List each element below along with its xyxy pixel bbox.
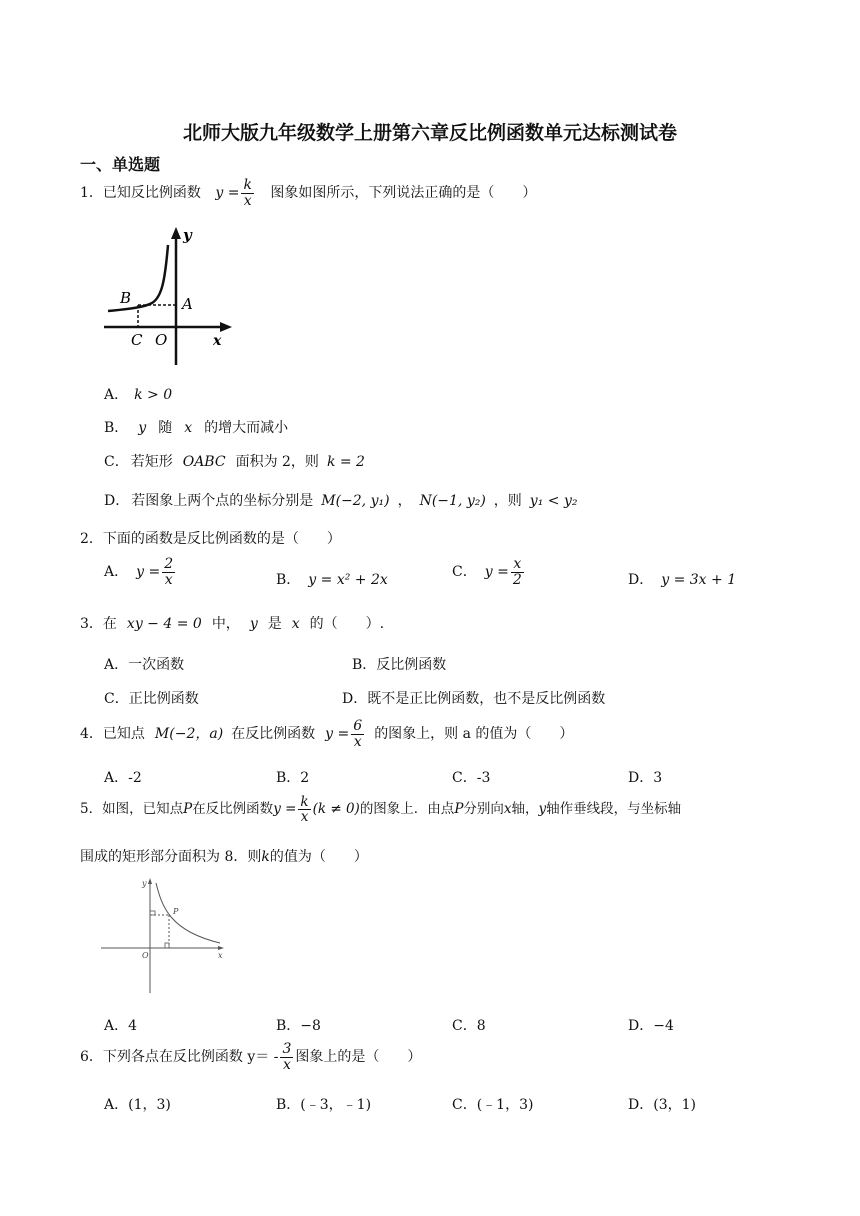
q1-fraction-numerator: k [243,177,252,193]
q2-option-d[interactable] [628,569,736,589]
fraction-denominator: 2 [512,571,522,588]
q4-function-lhs: y = [325,726,350,743]
q3-option-c[interactable] [104,688,199,708]
option-text: −8 [300,1018,321,1034]
q5-function-fraction [298,795,310,824]
q5-option-d[interactable] [628,1015,674,1035]
option-text: 的增大而减小 [204,420,289,436]
q5-x-arrow [218,946,224,950]
q5-y-arrow [148,878,152,884]
option-text: 若图象上两个点的坐标分别是 [131,493,314,509]
option-text: −4 [653,1018,674,1034]
option-letter: A． [104,657,129,673]
option-letter: D． [628,1097,654,1113]
option-text: (﹣3，﹣1) [300,1097,372,1113]
q5-function-lhs: y = [273,801,297,818]
q5-var: P [454,801,464,818]
q5-text: 5．如图，已知点 [80,801,184,818]
q4-option-d[interactable] [628,767,662,787]
q1-function-fraction [241,178,253,208]
option-letter: C． [452,770,477,786]
option-math: y = [136,564,161,581]
q1-suffix: 图象如图所示，下列说法正确的是（ ） [270,185,537,202]
section-heading: 一、单选题 [80,155,161,174]
q1-fraction-denominator: x [243,192,252,209]
q5-label-P: P [173,907,179,916]
q3-text: 3．在 [80,616,117,632]
option-text: ，则 [493,493,522,509]
q3-option-d[interactable] [342,688,605,708]
option-letter: C． [452,1097,477,1113]
fraction-numerator: 2 [164,556,174,572]
option-letter: A． [104,1018,129,1034]
q1-option-a[interactable] [104,384,172,404]
q5-right-angle-mark [150,911,155,915]
q5-right-angle-mark [165,943,169,948]
q1-label-O: O [155,331,168,349]
option-text: 随 [158,420,173,436]
q3-option-a[interactable] [104,654,184,674]
fraction-numerator: k [300,794,309,810]
option-math: N(−1, y₂) [419,493,486,509]
option-letter: C． [452,564,477,581]
option-letter: A． [104,564,129,581]
option-letter: B． [276,572,301,588]
page-title: 北师大版九年级数学上册第六章反比例函数单元达标测试卷 [182,122,677,144]
q4-text: 的图象上，则 a 的值为（ ） [374,726,574,743]
option-fraction [511,557,524,587]
option-letter: C． [104,454,129,470]
q5-label-x: x [218,951,223,960]
option-text: 正比例函数 [128,691,199,707]
option-letter: C． [104,691,129,707]
q6-option-b[interactable] [276,1094,371,1114]
option-text: (1，3) [128,1097,171,1113]
q1-option-d[interactable] [104,490,577,510]
q6-text: 6．下列各点在反比例函数 y＝ - [80,1049,279,1066]
option-math: k = 2 [326,454,365,470]
option-letter: B． [276,1018,301,1034]
option-var: x [184,420,193,436]
option-math: M(−2, y₁) [321,493,390,509]
q4-text: 在反比例函数 [231,726,316,743]
q1-label-B: B [120,289,132,307]
q3-text: 是 [267,616,282,632]
q1-option-b[interactable] [104,417,288,437]
option-text: 8 [476,1018,486,1034]
q1-label-A: A [182,295,193,313]
q3-option-b[interactable] [352,654,446,674]
q1-x-arrow [220,322,232,332]
q6-text: 图象上的是（ ） [295,1049,422,1066]
option-text: 2 [300,770,310,786]
q3-var: y [249,616,258,632]
option-letter: A． [104,387,129,403]
option-math: y = 3x + 1 [661,572,737,588]
q4-option-b[interactable] [276,767,309,787]
q5-graph [98,875,230,997]
q1-prefix: 1．已知反比例函数 [80,185,201,202]
q2-option-c[interactable] [452,557,526,587]
question-4-stem [80,719,573,749]
question-5-line-1 [80,795,681,824]
q1-hyperbola [108,245,168,311]
option-text: 4 [128,1018,138,1034]
q5-label-y: y [142,879,147,888]
option-text: 一次函数 [128,657,185,673]
option-text: 若矩形 [130,454,173,470]
q5-text: 的值为（ ） [269,849,368,865]
option-math: y₁ < y₂ [529,493,578,509]
option-letter: D． [342,691,368,707]
fraction-denominator: x [353,733,362,750]
option-letter: D． [628,1018,654,1034]
q6-function-fraction [280,1042,293,1072]
q5-text: 围成的矩形部分面积为 8．则 [80,849,262,865]
q5-label-O: O [142,951,149,960]
q5-option-c[interactable] [452,1015,486,1035]
fraction-numerator: 3 [282,1041,292,1057]
q3-equation: xy − 4 = 0 [126,616,202,632]
q4-point: M(−2，a) [154,726,224,743]
q3-text: 的（ ）. [309,616,385,632]
q5-text: 分别向 [463,801,504,818]
question-5-line-2 [80,846,368,866]
fraction-numerator: 6 [353,718,363,734]
option-math: y = x² + 2x [308,572,388,588]
option-text: 既不是正比例函数，也不是反比例函数 [367,691,606,707]
question-3-stem [80,613,384,633]
q4-option-c[interactable] [452,767,490,787]
option-text: -2 [128,770,142,786]
q1-y-arrow [171,227,181,239]
option-letter: A． [104,1097,129,1113]
q2-option-b[interactable] [276,569,388,589]
option-text: 反比例函数 [376,657,447,673]
option-letter: D． [628,572,654,588]
q5-var: x [503,801,512,818]
option-letter: D． [628,770,654,786]
q5-var: k [261,849,270,865]
q5-var: y [538,801,547,818]
option-text: ， [397,493,412,509]
q1-graph [100,225,235,370]
option-letter: B． [276,770,301,786]
q6-option-d[interactable] [628,1094,696,1114]
option-letter: B． [352,657,377,673]
q4-text: 4．已知点 [80,726,145,743]
q4-option-a[interactable] [104,767,142,787]
option-letter: D． [104,493,130,509]
option-text: k > 0 [134,387,173,403]
option-text: (﹣1，3) [476,1097,534,1113]
q6-option-a[interactable] [104,1094,171,1114]
option-text: (3，1) [653,1097,696,1113]
option-text: 面积为 2，则 [235,454,319,470]
q4-function-fraction [351,719,364,749]
option-var: y [138,420,147,436]
q3-var: x [291,616,300,632]
q1-function-lhs: y = [215,185,240,202]
q1-option-c[interactable] [104,451,365,471]
question-1-stem [80,178,536,208]
option-fraction [162,557,175,587]
q5-var: P [183,801,193,818]
option-letter: A． [104,770,129,786]
fraction-denominator: x [164,571,173,588]
q5-text: 的图象上．由点 [359,801,455,818]
q6-option-c[interactable] [452,1094,533,1114]
fraction-denominator: x [282,1056,291,1073]
q1-label-y: y [183,226,192,244]
q5-text: 在反比例函数 [192,801,274,818]
option-text: -3 [476,770,491,786]
q5-hyperbola [156,883,220,943]
fraction-denominator: x [300,809,309,826]
q3-text: 中， [211,616,240,632]
question-2-stem: 2．下面的函数是反比例函数的是（ ） [80,531,341,547]
option-letter: B． [104,420,129,436]
q1-label-x: x [213,333,222,349]
option-letter: B． [276,1097,301,1113]
fraction-numerator: x [511,557,524,573]
option-math: OABC [182,454,226,470]
q1-label-C: C [131,331,143,349]
q5-option-a[interactable] [104,1015,137,1035]
q5-option-b[interactable] [276,1015,321,1035]
q5-text: 轴， [511,801,539,818]
q5-text: 轴作垂线段，与坐标轴 [546,801,682,818]
option-math: y = [484,564,509,581]
question-6-stem [80,1042,421,1072]
q2-option-a[interactable] [104,557,177,587]
q5-condition: (k ≠ 0) [312,801,360,818]
option-text: 3 [653,770,663,786]
option-letter: C． [452,1018,477,1034]
